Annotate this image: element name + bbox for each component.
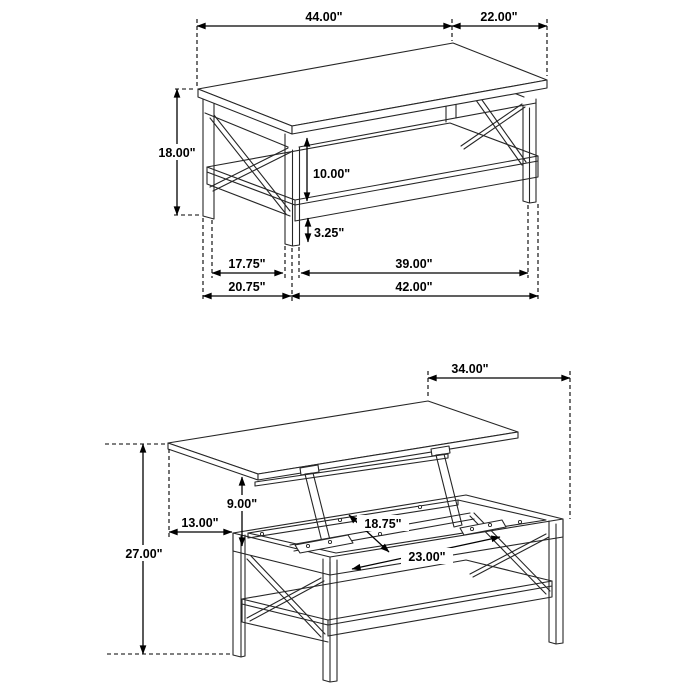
closed-shelf — [207, 123, 538, 221]
open-shelf — [242, 560, 552, 642]
dim-end-outer-width-label: 20.75" — [228, 280, 266, 294]
dim-foot-height-label: 3.25" — [314, 226, 345, 240]
dim-top-span-label: 34.00" — [451, 362, 489, 376]
open-lift-top — [168, 401, 518, 480]
closed-table-drawing — [198, 43, 547, 246]
closed-table-top — [198, 43, 547, 134]
dim-top-length-label: 44.00" — [305, 10, 343, 24]
dim-top-depth-label: 22.00" — [480, 10, 518, 24]
open-table-drawing — [168, 401, 563, 682]
dim-end-inner-width-label: 17.75" — [228, 257, 266, 271]
dim-front-inner-width-label: 39.00" — [395, 257, 433, 271]
dim-lift-height-label: 9.00" — [226, 497, 258, 511]
dim-overall-height-raised-label: 27.00" — [125, 547, 163, 561]
dim-top-overhang-label: 13.00" — [181, 516, 219, 530]
dim-front-outer-width-label: 42.00" — [395, 280, 433, 294]
dim-opening-width-label: 23.00" — [408, 550, 446, 564]
dim-shelf-clearance-label: 10.00" — [313, 167, 351, 181]
dim-overall-height-label: 18.00" — [158, 146, 196, 160]
dim-opening-depth-label: 18.75" — [364, 517, 402, 531]
